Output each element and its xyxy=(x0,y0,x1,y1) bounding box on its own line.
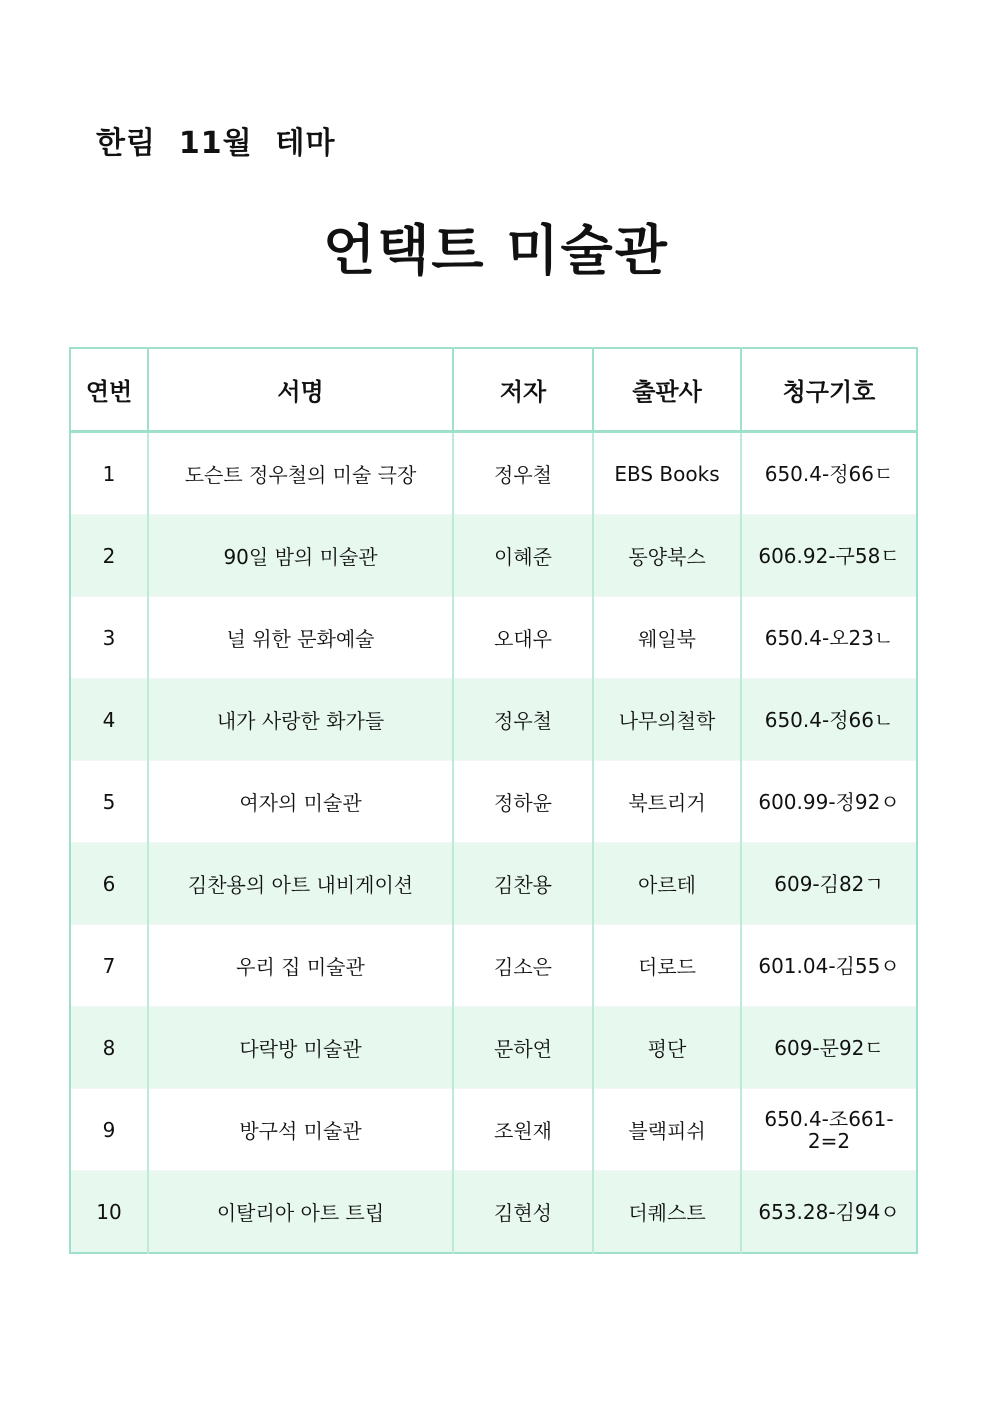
table-row xyxy=(70,925,917,1007)
table-row xyxy=(70,1007,917,1089)
cell-call-number: 609-김82ㄱ xyxy=(741,843,917,925)
cell-author: 정우철 xyxy=(453,679,593,761)
theme-subtitle: 한림 11월 테마 xyxy=(96,126,336,161)
cell-publisher: 아르테 xyxy=(593,843,741,925)
cell-call-number: 609-문92ㄷ xyxy=(741,1007,917,1089)
cell-title: 널 위한 문화예술 xyxy=(148,597,453,679)
table-row xyxy=(70,843,917,925)
cell-publisher: 동양북스 xyxy=(593,515,741,597)
cell-call-number: 601.04-김55ㅇ xyxy=(741,925,917,1007)
cell-author: 오대우 xyxy=(453,597,593,679)
book-list-table xyxy=(69,347,918,1254)
cell-publisher: 더로드 xyxy=(593,925,741,1007)
cell-publisher: 평단 xyxy=(593,1007,741,1089)
cell-author: 문하연 xyxy=(453,1007,593,1089)
cell-title: 90일 밤의 미술관 xyxy=(148,515,453,597)
cell-author: 정우철 xyxy=(453,432,593,515)
cell-title: 내가 사랑한 화가들 xyxy=(148,679,453,761)
cell-title: 다락방 미술관 xyxy=(148,1007,453,1089)
cell-publisher: 웨일북 xyxy=(593,597,741,679)
cell-number: 3 xyxy=(70,597,148,679)
cell-number: 4 xyxy=(70,679,148,761)
cell-title: 도슨트 정우철의 미술 극장 xyxy=(148,432,453,515)
cell-publisher: 북트리거 xyxy=(593,761,741,843)
cell-call-number: 650.4-정66ㄷ xyxy=(741,432,917,515)
cell-publisher: 블랙피쉬 xyxy=(593,1089,741,1171)
cell-call-number: 650.4-조661-2=2 xyxy=(741,1089,917,1171)
table-header-row xyxy=(70,348,917,432)
table-row xyxy=(70,1171,917,1254)
table-row xyxy=(70,761,917,843)
cell-title: 우리 집 미술관 xyxy=(148,925,453,1007)
cell-author: 조원재 xyxy=(453,1089,593,1171)
table-row xyxy=(70,432,917,515)
cell-number: 9 xyxy=(70,1089,148,1171)
cell-number: 1 xyxy=(70,432,148,515)
cell-call-number: 653.28-김94ㅇ xyxy=(741,1171,917,1254)
table-row xyxy=(70,597,917,679)
cell-title: 김찬용의 아트 내비게이션 xyxy=(148,843,453,925)
cell-title: 여자의 미술관 xyxy=(148,761,453,843)
cell-call-number: 600.99-정92ㅇ xyxy=(741,761,917,843)
cell-number: 5 xyxy=(70,761,148,843)
cell-number: 6 xyxy=(70,843,148,925)
cell-number: 2 xyxy=(70,515,148,597)
cell-publisher: 나무의철학 xyxy=(593,679,741,761)
cell-call-number: 606.92-구58ㄷ xyxy=(741,515,917,597)
cell-title: 이탈리아 아트 트립 xyxy=(148,1171,453,1254)
cell-call-number: 650.4-정66ㄴ xyxy=(741,679,917,761)
header-call-number: 청구기호 xyxy=(741,348,917,432)
page-title: 언택트 미술관 xyxy=(323,219,669,282)
cell-publisher: 더퀘스트 xyxy=(593,1171,741,1254)
table-row xyxy=(70,679,917,761)
table-header xyxy=(70,348,917,432)
cell-number: 10 xyxy=(70,1171,148,1254)
cell-publisher: EBS Books xyxy=(593,432,741,515)
cell-author: 정하윤 xyxy=(453,761,593,843)
cell-number: 7 xyxy=(70,925,148,1007)
table-body xyxy=(70,432,917,1254)
header-author: 저자 xyxy=(453,348,593,432)
cell-number: 8 xyxy=(70,1007,148,1089)
cell-author: 김소은 xyxy=(453,925,593,1007)
cell-call-number: 650.4-오23ㄴ xyxy=(741,597,917,679)
header-title: 서명 xyxy=(148,348,453,432)
header-number: 연번 xyxy=(70,348,148,432)
table-row xyxy=(70,1089,917,1171)
header-publisher: 출판사 xyxy=(593,348,741,432)
table-row xyxy=(70,515,917,597)
cell-author: 이혜준 xyxy=(453,515,593,597)
cell-author: 김현성 xyxy=(453,1171,593,1254)
cell-author: 김찬용 xyxy=(453,843,593,925)
cell-title: 방구석 미술관 xyxy=(148,1089,453,1171)
